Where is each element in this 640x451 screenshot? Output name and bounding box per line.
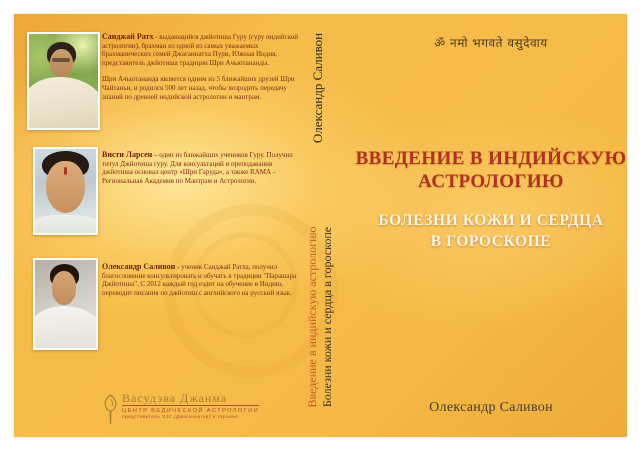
book-title-line1: ВВЕДЕНИЕ В ИНДИЙСКУЮ	[355, 148, 627, 169]
photo-oleksandr-salyvon	[33, 258, 98, 350]
publisher-representative-line: представитель SJC (Джаганнатха) в Украине	[122, 415, 239, 420]
book-subtitle-line1: БОЛЕЗНИ КОЖИ И СЕРДЦА	[378, 212, 604, 229]
bio1-paragraph1	[102, 33, 298, 67]
bio1-name: Санджай Ратх	[102, 32, 154, 41]
bio2-paragraph1	[102, 151, 298, 185]
book-title	[355, 147, 627, 193]
publisher-logo	[103, 392, 259, 426]
cover-background	[14, 14, 627, 437]
bio3-paragraph1	[102, 263, 298, 297]
photo2-tilak-mark	[64, 167, 66, 175]
book-subtitle	[355, 210, 627, 252]
photo3-white-shirt	[35, 306, 96, 348]
spine-title-line2: Болезни кожи и сердца в гороскопе	[320, 226, 334, 408]
publisher-text-block	[122, 392, 259, 420]
spine-title-line1: Введение в индийскую астрологию	[305, 226, 319, 408]
photo1-white-kurta	[29, 77, 98, 128]
photo-oleksandr-salyvon-art	[35, 260, 96, 348]
photo-sanjay-rath-art	[29, 34, 98, 128]
book-subtitle-line2: В ГОРОСКОПЕ	[430, 233, 552, 250]
photo-sanjay-rath	[27, 32, 100, 130]
photo3-face	[52, 271, 76, 304]
bio2-text1: – один из ближайших учеников Гуру. Получил титул Джйотиша гуру. Для консультаций и преподавания джйотиша основал центр «Шри Гаруда», а также RAMA – Региональная Академия по Мантрам и Астрологии.	[102, 151, 293, 185]
bio3-name: Олександр Саливон	[102, 262, 176, 271]
publisher-name: Васудэва Джанма	[122, 392, 259, 406]
book-title-line2: АСТРОЛОГИЮ	[418, 171, 564, 192]
spine-title	[305, 217, 335, 417]
photo1-face	[50, 49, 73, 77]
publisher-subtitle: ЦЕНТР ВЕДИЧЕСКОЙ АСТРОЛОГИИ	[122, 408, 260, 414]
sanskrit-mantra: ॐ नमो भगवते वसुदेवाय	[434, 36, 548, 50]
flame-conch-icon	[103, 394, 118, 426]
spine-author: Олександр Саливон	[310, 32, 325, 144]
photo2-shirt	[35, 215, 96, 233]
photo1-glasses	[52, 58, 71, 62]
photo-visti-larsen	[33, 147, 98, 235]
bio-visti-larsen	[102, 151, 298, 185]
bio3-text1: - ученик Санджай Ратха, получил благословение консультировать и обучать в традиции "Парашара Джйотиша". С 2012 каждый год ездит на обучение в Индию, переводит писания по джйотиш с английского на русский язык.	[102, 263, 297, 297]
bio-oleksandr-salyvon	[102, 263, 298, 297]
bio-sanjay-rath	[102, 33, 298, 101]
front-author-name: Олександр Саливон	[429, 400, 553, 415]
photo-visti-larsen-art	[35, 149, 96, 233]
bio1-text1: - выдающийся джйотиша Гуру (гуру индийской астрологии), брахман из одной из самых уважаемых брахманических семей Джаганнатха Пури, Южная Индия, представитель джйотиша традиции Шри Ачьютананды.	[102, 33, 298, 67]
bio1-paragraph2: Шри Ачьютананда является одним из 5 ближайших друзей Шри Чайтаньи, и родился 500 лет назад, чтобы возродить передачу знаний по древней индийской астрологии и мантрам.	[102, 75, 295, 101]
bio2-name: Висти Ларсен	[102, 150, 153, 159]
front-cover	[355, 14, 627, 437]
